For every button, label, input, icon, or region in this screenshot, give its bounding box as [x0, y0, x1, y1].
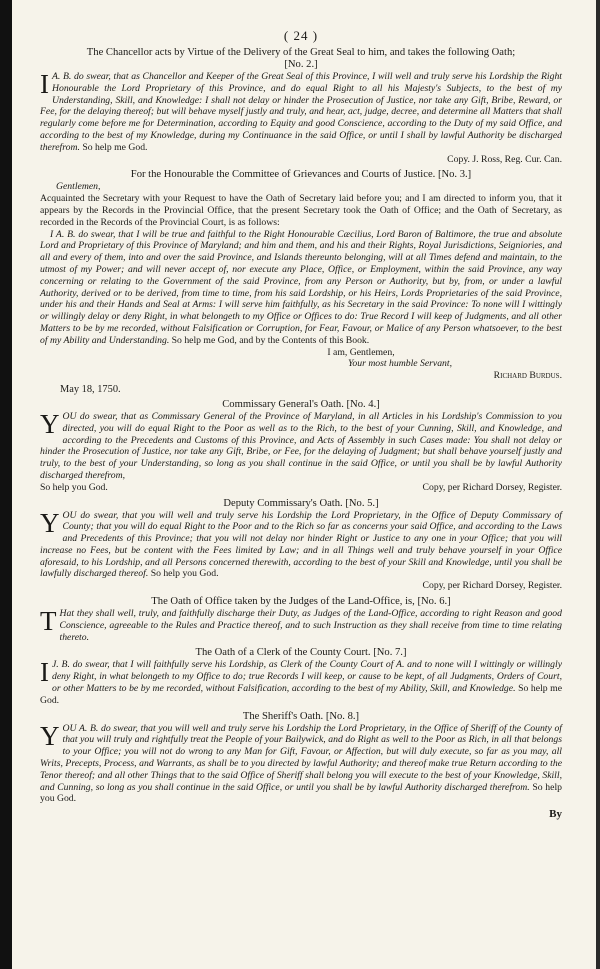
oath-closing: So help you God.: [40, 481, 108, 493]
scan-right-edge: [596, 0, 600, 969]
copy-attestation: Copy, per Richard Dorsey, Register.: [422, 481, 562, 493]
complimentary-close: I am, Gentlemen,: [327, 346, 395, 358]
servant-line: Your most humble Servant,: [347, 358, 452, 370]
oath-body: A. B. do swear, that as Chancellor and Keeper of the Great Seal of this Province, I will well and truly serve his Lordship the Right Honourable the Lord Proprietary of this Province, and do equal Right to all his Majesty's Subjects, to the best of my Understanding, Skill, and Knowledge: I shall not delay or hinder the Prosecution of Justice, nor take any Gift, Bribe, Reward, or Fee, for the delaying thereof; but will behave myself justly and truly, and hear, act, judge, decree, and determine all Matters that shall regularly come before me for Determination, according to Equity and good Conscience, according to the Duty of my said Office, and according to the best of my Knowledge, during my Continuance in the said Office, or until I shall by lawful Authority be discharged therefrom.: [40, 71, 562, 153]
section-number: [No. 8.]: [325, 710, 360, 722]
oath-body: Hat they shall well, truly, and faithfully discharge their Duty, as Judges of the Land-Office, according to right Reason and good Conscience, agreeable to the Rules and Practice thereof, and to such Instruction as they shall receive from time to time relating thereto.: [59, 608, 562, 643]
section-title: For the Honourable the Committee of Grievances and Courts of Justice. [No. 3.]: [130, 169, 472, 181]
section-commissary-general-oath: [40, 398, 562, 494]
oath-closing: So help me God.: [40, 683, 563, 706]
oath-closing: So help you God.: [150, 568, 219, 580]
scan-binding-edge: [0, 0, 12, 969]
page-number: ( 24 ): [283, 28, 319, 43]
section-title: Deputy Commissary's Oath. [No. 5.]: [223, 497, 379, 509]
oath-text: [40, 507, 562, 581]
letter-signature: Richard Burdus.: [493, 370, 562, 382]
section-number: [No. 6.]: [417, 596, 451, 608]
section-title: Commissary General's Oath. [No. 4.]: [222, 398, 380, 410]
section-county-clerk-oath: [40, 646, 562, 706]
letter-salutation: Gentlemen,: [56, 181, 101, 193]
letter-date: May 18, 1750.: [60, 383, 121, 395]
section-number: [No. 2.]: [284, 59, 318, 70]
drop-cap: Y: [40, 507, 60, 538]
oath-closing: So help me God, and by the Contents of this Book.: [171, 334, 370, 346]
drop-cap: I: [40, 657, 49, 688]
oath-closing: So help me God.: [82, 141, 148, 153]
oath-text: [40, 659, 562, 706]
oath-text: [40, 720, 562, 806]
attestation-line: [40, 482, 562, 494]
section-title: The Oath of Office taken by the Judges of the Land-Office, is, [No. 6.]: [151, 596, 451, 608]
section-title: The Sheriff's Oath. [No. 8.]: [242, 710, 360, 722]
oath-body: J. B. do swear, that I will faithfully serve his Lordship, as Clerk of the County Court of A. and to none will I wittingly or willingly deny Right, in what belongeth to my Office to do; true Records I will keep, or cause to be kept, of all Judgments, Orders of Court, or other Matters to be by me recorded, without Falsification, according to the best of my Ability, Skill, and Knowledge.: [52, 659, 562, 695]
section-number: [No. 5.]: [345, 497, 379, 509]
oath-closing: So help you God.: [40, 781, 562, 805]
section-number: [No. 7.]: [373, 647, 407, 659]
catchword: By: [549, 808, 562, 820]
oath-body: OU do swear, that you will well and truly serve his Lordship the Lord Proprietary, in the Office of Deputy Commissary of County; that you will do equal Right to the Poor and to the Rich so far as concerns your said Office, and according to the Laws and Precedents of this Province; that you will not delay nor hinder Right or Justice to any one in your Office; that you will increase no Fees, but be content with the Fees limited by Law; and in all Things well and truly behave yourself in your Office aforesaid, to his Lordship, and all Persons concerned therewith, according to the best of your Skill and Knowledge, until you shall be lawfully discharged thereof.: [40, 509, 562, 580]
letter-body: Acquainted the Secretary with your Request to have the Oath of Secretary laid before you; and I am directed to inform you, that it appears by the Records in the Provincial Office, that the present Secretary took the Oath of Office; and the Oath of Secretary, as recorded in the Records of the Provincial Court, is as follows:: [40, 193, 562, 228]
oath-body: OU A. B. do swear, that you will well and truly serve his Lordship the Lord Proprietary, in the Office of Sheriff of the County of that you will truly and rightfully treat the People of your Bailywick, and do Right as well to the Poor as Rich, in all that belongs to your Office; you will not do wrong to any Man for Gift, Favour, or Affection, but will duly execute, so far as you may, all Writs, Precepts, Process, and Warrants, as shall be to you directed by lawful Authority; and thereof make true Return according to the Tenor thereof; and all other Things that to the said Office of Sheriff shall belong you will execute to the best of your Knowledge, Skill, and Cunning, so long as you shall continue in the said Office, or until you shall be by lawful Authority discharged therefrom.: [40, 722, 562, 793]
drop-cap: Y: [40, 720, 60, 751]
oath-body: I A. B. do swear, that I will be true and faithful to the Right Honourable Cæcilius, Lord Baron of Baltimore, the true and absolute Lord and Proprietary of this Province of Maryland; and him and them, and his and their Rights, Royal Jurisdictions, Seigniories, and all and every of them, into and over the said Province, and Islands thereunto belonging, will at all Times defend and maintain, to the utmost of my Power; and will never accept of, nor execute any Place, Office, or Employment, within the said Province, any way concerning or relating to the Government of the said Province, from any Person or Authority, but by, from, or under a lawful Authority, derived or to be derived, from time to time, from his said Lordship, or his Heirs, Lords Proprietaries of the said Province, under his and their Hands and Seal at Arms: I will serve him faithfully, as his Secretary in the said Province: To none will I wittingly or willingly delay or deny Right, in what belongeth to my Office or Offices to do: True Record I will keep of Judgments, and all other Matters to be by me recorded, without Falsification or Corruption, for Fear, Favour, or Malice of any Person whatsoever, to the best of my Ability and Understanding.: [40, 228, 562, 346]
section-number: [No. 4.]: [346, 398, 380, 410]
copy-attestation: Copy. J. Ross, Reg. Cur. Can.: [447, 153, 562, 165]
section-chancellor-oath: [40, 46, 562, 165]
oath-text: [40, 608, 562, 643]
section-committee-letter: [40, 168, 562, 395]
section-land-office-oath: [40, 595, 562, 643]
section-number: [No. 3.]: [437, 169, 472, 181]
oath-text: [40, 71, 562, 154]
oath-body: OU do swear, that as Commissary General of the Province of Maryland, in all Articles in his Lordship's Commission to you directed, you will do equal Right to the Poor as well as to the Rich, to the best of your Cunning, Skill, and Knowledge, and according to the Precedents and Customs of this Province, and Acts of Assembly in such Cases made: You shall not delay or hinder the Prosecution of Justice, nor take any Gift, Bribe, or Fee, for the delaying of Judgment; but shall behave yourself justly and truly, to the best of your Understanding, so long as you shall continue in the said Office, or until you shall be by lawful Authority discharged therefrom,: [40, 410, 562, 481]
copy-attestation: Copy, per Richard Dorsey, Register.: [422, 580, 562, 592]
oath-text: [40, 408, 562, 482]
drop-cap: I: [40, 69, 49, 99]
drop-cap: T: [40, 606, 57, 637]
section-title: The Chancellor acts by Virtue of the Delivery of the Great Seal to him, and takes the following Oath;: [86, 47, 516, 58]
section-deputy-commissary-oath: [40, 497, 562, 593]
secretary-oath-text: [40, 229, 562, 347]
section-title: The Oath of a Clerk of the County Court. [No. 7.]: [195, 647, 407, 659]
section-sheriff-oath: [40, 710, 562, 806]
drop-cap: Y: [40, 408, 60, 439]
